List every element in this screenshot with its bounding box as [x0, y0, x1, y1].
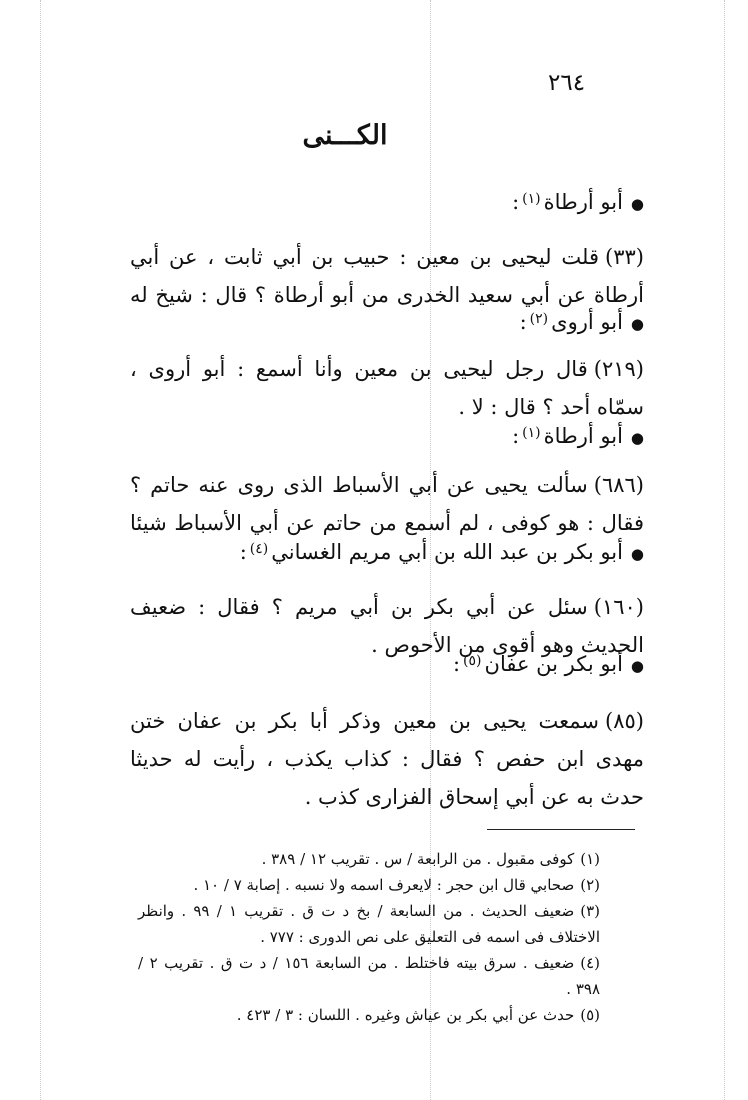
- bullet-icon: ●: [630, 195, 644, 213]
- chapter-title: الكـــنى: [302, 120, 388, 151]
- footnote-text: كوفى مقبول . من الرابعة / س . تقريب ١٢ / ٣٨٩ .: [261, 850, 575, 868]
- footnote-ref: (٤): [249, 541, 269, 557]
- entry-colon: :: [452, 652, 461, 676]
- entry-heading-text: أبو بكر بن عبد الله بن أبي مريم الغساني: [271, 540, 623, 564]
- scan-guide-line: [724, 0, 725, 1100]
- footnote-number: (٤): [580, 954, 600, 972]
- narration-paragraph: [130, 238, 644, 318]
- entry-heading: [130, 310, 644, 334]
- footnote-number: (٥): [580, 1006, 600, 1024]
- footnote-divider: [487, 829, 635, 830]
- footnote-text: ضعيف الحديث . من السابعة / بخ د ت ق . تقريب ١ / ٩٩ . وانظر الاختلاف فى اسمه فى التعليق على نص الدورى : ٧٧٧ .: [138, 902, 600, 946]
- narration-paragraph: [130, 702, 644, 818]
- footnote: [138, 1002, 600, 1028]
- narration-number: (٦٨٦): [593, 473, 644, 497]
- footnote-ref: (٢): [529, 311, 549, 327]
- entry-heading: [130, 652, 644, 676]
- footnote: [138, 846, 600, 872]
- entry-heading: [130, 424, 644, 448]
- narration-text: قال رجل ليحيى بن معين وأنا أسمع : أبو أروى ، سمّاه أحد ؟ قال : لا .: [130, 357, 644, 419]
- footnote: [138, 872, 600, 898]
- footnote-number: (٢): [580, 876, 600, 894]
- footnote: [138, 950, 600, 1002]
- bullet-icon: ●: [630, 545, 644, 563]
- footnote-text: صحابي قال ابن حجر : لايعرف اسمه ولا نسبه . إصابة ٧ / ١٠ .: [193, 876, 575, 894]
- entry-heading-text: أبو أرطاة: [543, 190, 623, 214]
- footnote-number: (٣): [580, 902, 600, 920]
- footnote-text: حدث عن أبي بكر بن عياش وغيره . اللسان : ٣ / ٤٢٣ .: [236, 1006, 575, 1024]
- bullet-icon: ●: [630, 315, 644, 333]
- entry-colon: :: [512, 424, 520, 448]
- footnote-ref: (١): [522, 425, 541, 441]
- entry-colon: :: [239, 540, 247, 564]
- entry-colon: :: [519, 310, 527, 334]
- footnote-number: (١): [580, 850, 600, 868]
- narration-text: سألت يحيى عن أبي الأسباط الذى روى عنه حاتم ؟ فقال : هو كوفى ، لم أسمع من حاتم عن أبي الأسباط شيئا: [130, 473, 644, 535]
- entry-heading-text: أبو بكر بن عفان: [484, 652, 623, 676]
- narration-paragraph: [130, 350, 644, 430]
- entry-colon: :: [512, 190, 520, 214]
- page-number: ٢٦٤: [548, 70, 586, 96]
- footnote-ref: (٥): [463, 653, 482, 669]
- bullet-icon: ●: [630, 429, 644, 447]
- entry-heading: [130, 540, 644, 564]
- scan-guide-line: [40, 0, 41, 1100]
- narration-number: (٣٣): [605, 245, 644, 269]
- footnote-ref: (١): [522, 191, 541, 207]
- footnotes: [138, 846, 600, 1028]
- narration-paragraph: [130, 466, 644, 546]
- footnote: [138, 898, 600, 950]
- footnote-text: ضعيف . سرق بيته فاختلط . من السابعة ١٥٦ / د ت ق . تقريب ٢ / ٣٩٨ .: [138, 954, 600, 998]
- entry-heading-text: أبو أرطاة: [543, 424, 623, 448]
- narration-number: (٨٥): [605, 709, 644, 733]
- narration-number: (٢١٩): [593, 357, 644, 381]
- bullet-icon: ●: [630, 657, 644, 675]
- narration-text: سمعت يحيى بن معين وذكر أبا بكر بن عفان ختن مهدى ابن حفص ؟ فقال : كذاب يكذب ، رأيت له حديثا حدث به عن أبي إسحاق الفزارى كذب .: [130, 709, 644, 809]
- narration-number: (١٦٠): [593, 595, 644, 619]
- narration-text: قلت ليحيى بن معين : حبيب بن أبي ثابت ، عن أبي أرطاة عن أبي سعيد الخدرى من أبو أرطاة ؟ قال : شيخ له: [130, 245, 644, 307]
- narration-text: سئل عن أبي بكر بن أبي مريم ؟ فقال : ضعيف الحديث وهو أقوى من الأحوص .: [130, 595, 644, 657]
- entry-heading-text: أبو أروى: [551, 310, 623, 334]
- entry-heading: [130, 190, 644, 214]
